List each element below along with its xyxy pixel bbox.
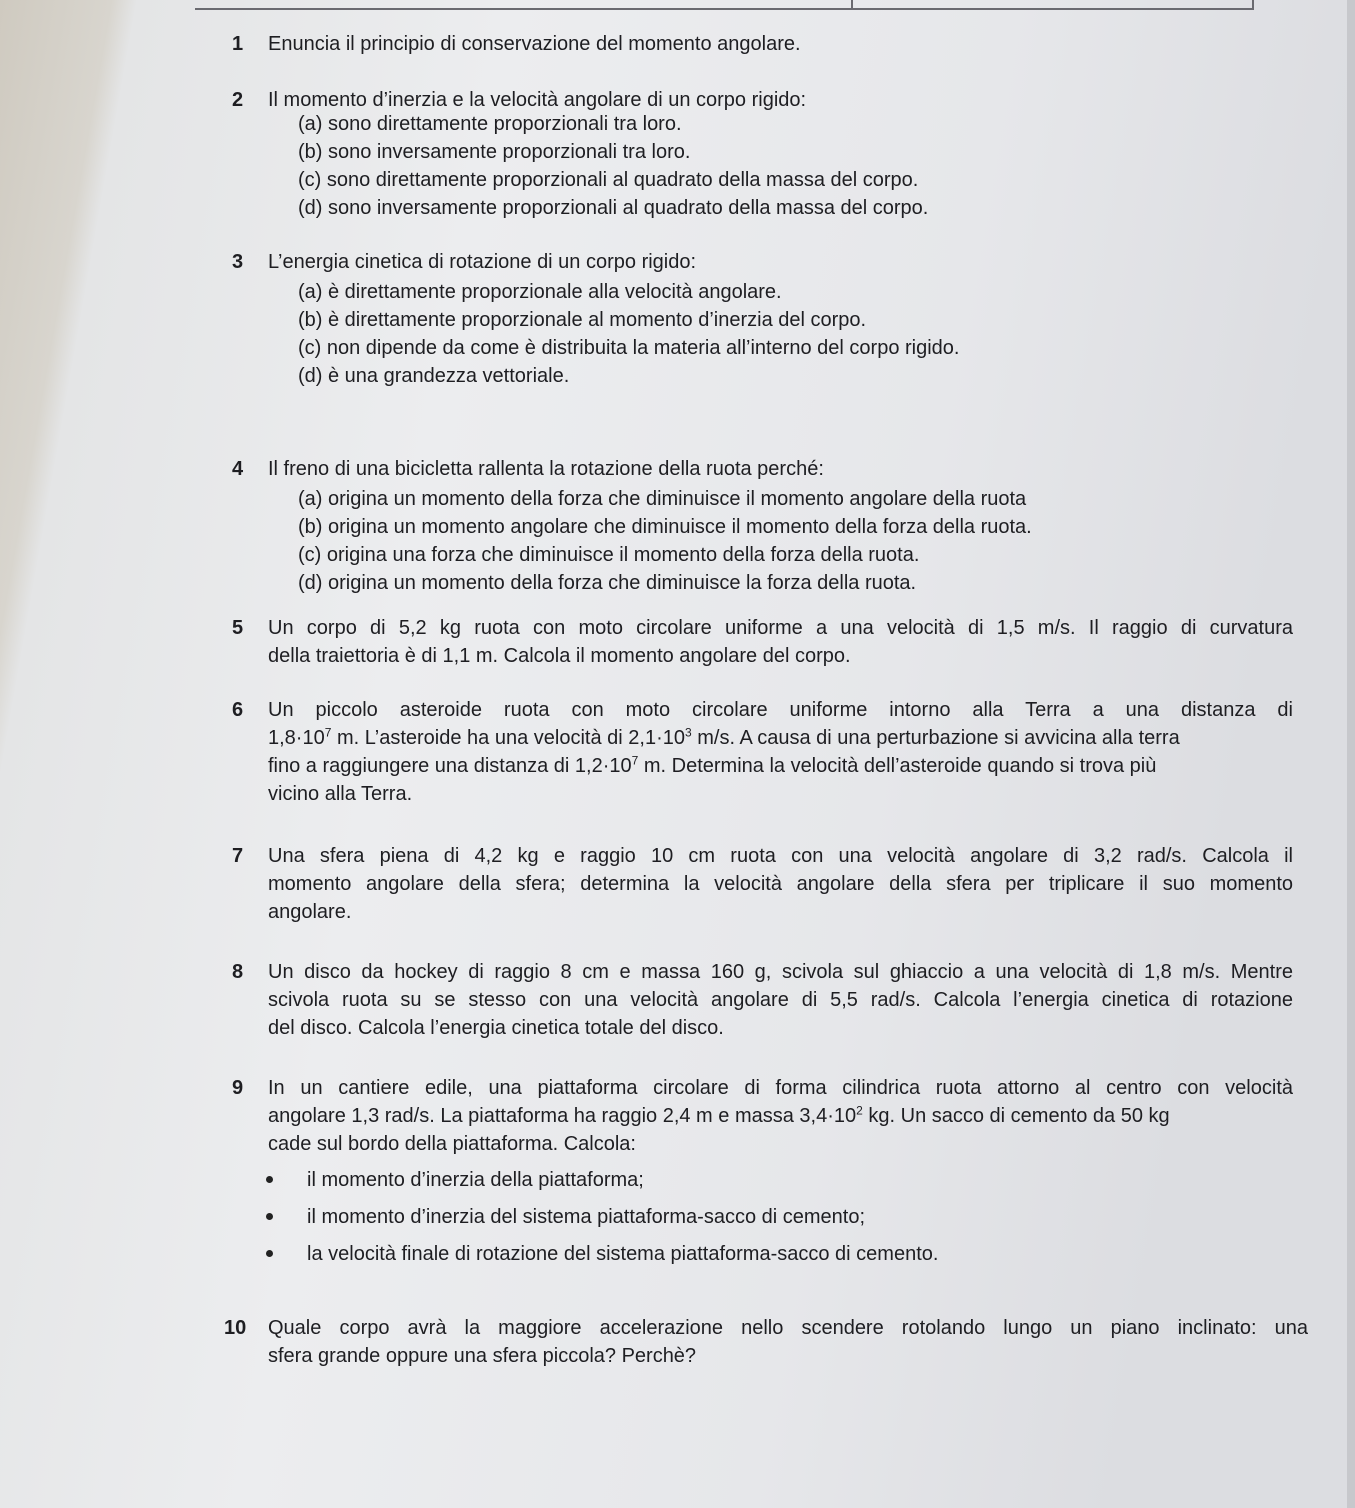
- option-b: (b) sono inversamente proporzionali tra loro.: [298, 141, 691, 163]
- exponent: 3: [684, 725, 692, 740]
- question-text-line: momento angolare della sfera; determina la velocità angolare della sfera per triplicare il suo momento: [268, 873, 1293, 895]
- option-d: (d) origina un momento della forza che diminuisce la forza della ruota.: [298, 572, 917, 594]
- option-c: (c) non dipende da come è distribuita la materia all’interno del corpo rigido.: [298, 337, 960, 359]
- question-text-line: angolare.: [268, 901, 352, 923]
- value-distance: 1,8·10: [268, 727, 325, 749]
- question-text-line: Un corpo di 5,2 kg ruota con moto circolare uniforme a una velocità di 1,5 m/s. Il raggio di curvatura: [268, 617, 1293, 639]
- question-text-line: del disco. Calcola l’energia cinetica totale del disco.: [268, 1017, 724, 1039]
- bullet-icon: [266, 1250, 273, 1257]
- exponent: 2: [856, 1103, 863, 1118]
- option-c: (c) origina una forza che diminuisce il momento della forza della ruota.: [298, 544, 920, 566]
- text: m/s. A causa di una perturbazione si avvicina alla terra: [691, 727, 1180, 749]
- bullet-icon: [266, 1176, 273, 1183]
- option-d: (d) sono inversamente proporzionali al quadrato della massa del corpo.: [298, 197, 929, 219]
- question-number: 1: [232, 33, 244, 55]
- text: fino a raggiungere una distanza di: [268, 755, 575, 777]
- question-text: Il momento d’inerzia e la velocità angolare di un corpo rigido:: [268, 89, 807, 111]
- text: angolare 1,3 rad/s. La piattaforma ha raggio 2,4 m e massa: [268, 1105, 800, 1127]
- bullet-item: [266, 1166, 644, 1194]
- text: m. Determina la velocità dell’asteroide quando si trova più: [638, 755, 1157, 777]
- question-text-line: In un cantiere edile, una piattaforma circolare di forma cilindrica ruota attorno al centro con velocità: [268, 1077, 1293, 1099]
- text: m. L’asteroide ha una velocità di: [331, 727, 629, 749]
- bullet-item: [266, 1203, 865, 1231]
- bullet-icon: [266, 1213, 273, 1220]
- option-d: (d) è una grandezza vettoriale.: [298, 365, 570, 387]
- option-b: (b) è direttamente proporzionale al momento d’inerzia del corpo.: [298, 309, 867, 331]
- bullet-text: il momento d’inerzia della piattaforma;: [307, 1169, 644, 1191]
- bullet-text: il momento d’inerzia del sistema piattaforma-sacco di cemento;: [307, 1206, 866, 1228]
- question-text-line: della traiettoria è di 1,1 m. Calcola il momento angolare del corpo.: [268, 645, 851, 667]
- question-text: Il freno di una bicicletta rallenta la rotazione della ruota perché:: [268, 458, 824, 480]
- question-number: 4: [232, 458, 244, 480]
- question-number: 3: [232, 251, 244, 273]
- question-text-line: vicino alla Terra.: [268, 783, 413, 805]
- question-text-line: sfera grande oppure una sfera piccola? Perchè?: [268, 1345, 697, 1367]
- question-text-line: Un piccolo asteroide ruota con moto circolare uniforme intorno alla Terra a una distanza di: [268, 699, 1293, 721]
- question-number: 5: [232, 617, 244, 639]
- question-number: 6: [232, 699, 244, 721]
- exponent: 7: [324, 725, 332, 740]
- exponent: 7: [631, 753, 639, 768]
- question-number: 8: [232, 961, 244, 983]
- value-mass: 3,4·10: [799, 1105, 857, 1127]
- question-text-line: cade sul bordo della piattaforma. Calcola:: [268, 1133, 636, 1155]
- question-number: 10: [224, 1317, 247, 1339]
- bullet-item: [266, 1240, 938, 1268]
- option-a: (a) è direttamente proporzionale alla velocità angolare.: [298, 281, 782, 303]
- text: kg. Un sacco di cemento da 50 kg: [862, 1105, 1170, 1127]
- question-text: L’energia cinetica di rotazione di un corpo rigido:: [268, 251, 697, 273]
- question-text-line: Una sfera piena di 4,2 kg e raggio 10 cm ruota con una velocità angolare di 3,2 rad/s. Calcola il: [268, 845, 1293, 867]
- value-velocity: 2,1·10: [628, 727, 685, 749]
- question-number: 9: [232, 1077, 244, 1099]
- option-c: (c) sono direttamente proporzionali al quadrato della massa del corpo.: [298, 169, 919, 191]
- value-distance: 1,2·10: [574, 755, 632, 777]
- question-text-line: [268, 1102, 1293, 1130]
- question-number: 7: [232, 845, 244, 867]
- question-text-line: [268, 752, 1293, 780]
- option-b: (b) origina un momento angolare che diminuisce il momento della forza della ruota.: [298, 516, 1032, 538]
- question-text-line: Un disco da hockey di raggio 8 cm e massa 160 g, scivola sul ghiaccio a una velocità di 1,8 m/s. Mentre: [268, 961, 1293, 983]
- question-text-line: [268, 724, 1293, 752]
- question-text-line: Quale corpo avrà la maggiore accelerazione nello scendere rotolando lungo un piano inclinato: una: [268, 1317, 1308, 1339]
- question-text-line: scivola ruota su se stesso con una velocità angolare di 5,5 rad/s. Calcola l’energia cinetica di rotazione: [268, 989, 1293, 1011]
- question-text: Enuncia il principio di conservazione del momento angolare.: [268, 33, 801, 55]
- page-edge: [1347, 0, 1355, 1508]
- bullet-text: la velocità finale di rotazione del sistema piattaforma-sacco di cemento.: [307, 1243, 939, 1265]
- question-number: 2: [232, 89, 244, 111]
- option-a: (a) sono direttamente proporzionali tra loro.: [298, 113, 682, 135]
- option-a: (a) origina un momento della forza che diminuisce il momento angolare della ruota: [298, 488, 1027, 510]
